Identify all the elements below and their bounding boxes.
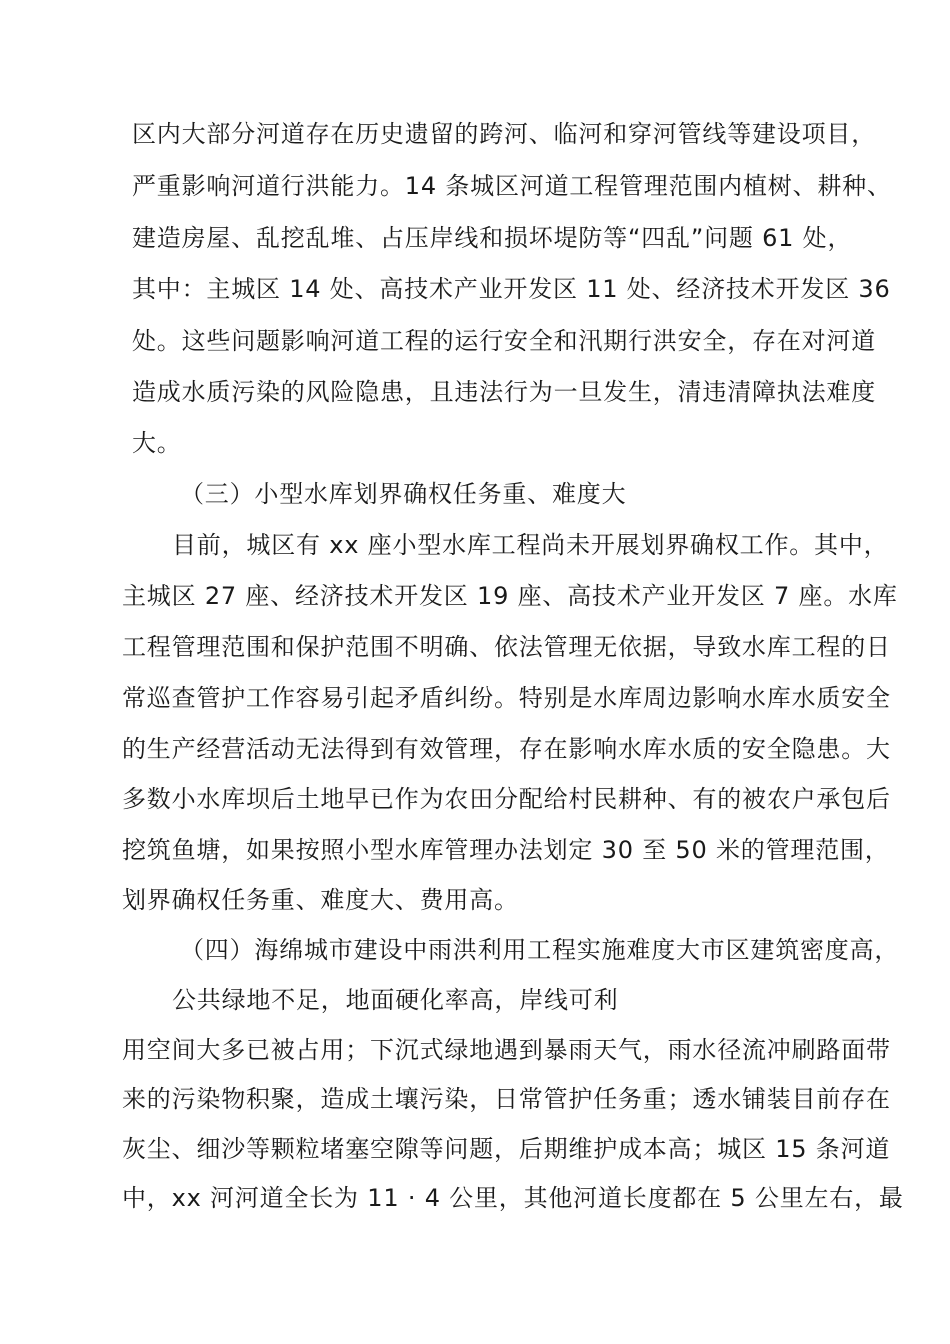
paragraph-line: 严重影响河道行洪能力。14 条城区河道工程管理范围内植树、耕种、 xyxy=(132,172,892,200)
paragraph-line: 挖筑鱼塘，如果按照小型水库管理办法划定 30 至 50 米的管理范围， xyxy=(122,836,890,864)
paragraph-line: 造成水质污染的风险隐患，且违法行为一旦发生，清违清障执法难度 xyxy=(132,378,876,406)
paragraph-line: 目前，城区有 xx 座小型水库工程尚未开展划界确权工作。其中， xyxy=(172,531,889,559)
paragraph-line: 中，xx 河河道全长为 11 · 4 公里，其他河道长度都在 5 公里左右，最 xyxy=(122,1184,904,1212)
paragraph-line: 划界确权任务重、难度大、费用高。 xyxy=(122,886,519,914)
paragraph-line: 主城区 27 座、经济技术开发区 19 座、高技术产业开发区 7 座。水库 xyxy=(122,582,898,610)
paragraph-line: 的生产经营活动无法得到有效管理，存在影响水库水质的安全隐患。大 xyxy=(122,735,891,763)
paragraph-line: 大。 xyxy=(132,429,182,457)
paragraph-line: 多数小水库坝后土地早已作为农田分配给村民耕种、有的被农户承包后 xyxy=(122,785,891,813)
paragraph-line: 用空间大多已被占用；下沉式绿地遇到暴雨天气，雨水径流冲刷路面带 xyxy=(122,1036,891,1064)
paragraph-line: 其中：主城区 14 处、高技术产业开发区 11 处、经济技术开发区 36 xyxy=(132,275,891,303)
paragraph-line: 区内大部分河道存在历史遗留的跨河、临河和穿河管线等建设项目， xyxy=(132,120,876,148)
section-heading-3: （三）小型水库划界确权任务重、难度大 xyxy=(180,480,627,508)
paragraph-line: 处。这些问题影响河道工程的运行安全和汛期行洪安全，存在对河道 xyxy=(132,327,876,355)
paragraph-line: 常巡查管护工作容易引起矛盾纠纷。特别是水库周边影响水库水质安全 xyxy=(122,684,891,712)
paragraph-line: 建造房屋、乱挖乱堆、占压岸线和损坏堤防等“四乱”问题 61 处， xyxy=(132,224,853,252)
section-heading-4: （四）海绵城市建设中雨洪利用工程实施难度大市区建筑密度高， xyxy=(180,936,900,964)
paragraph-line: 灰尘、细沙等颗粒堵塞空隙等问题，后期维护成本高；城区 15 条河道 xyxy=(122,1135,891,1163)
paragraph-line: 公共绿地不足，地面硬化率高，岸线可利 xyxy=(172,986,619,1014)
paragraph-line: 工程管理范围和保护范围不明确、依法管理无依据，导致水库工程的日 xyxy=(122,633,891,661)
paragraph-line: 来的污染物积聚，造成土壤污染，日常管护任务重；透水铺装目前存在 xyxy=(122,1085,891,1113)
